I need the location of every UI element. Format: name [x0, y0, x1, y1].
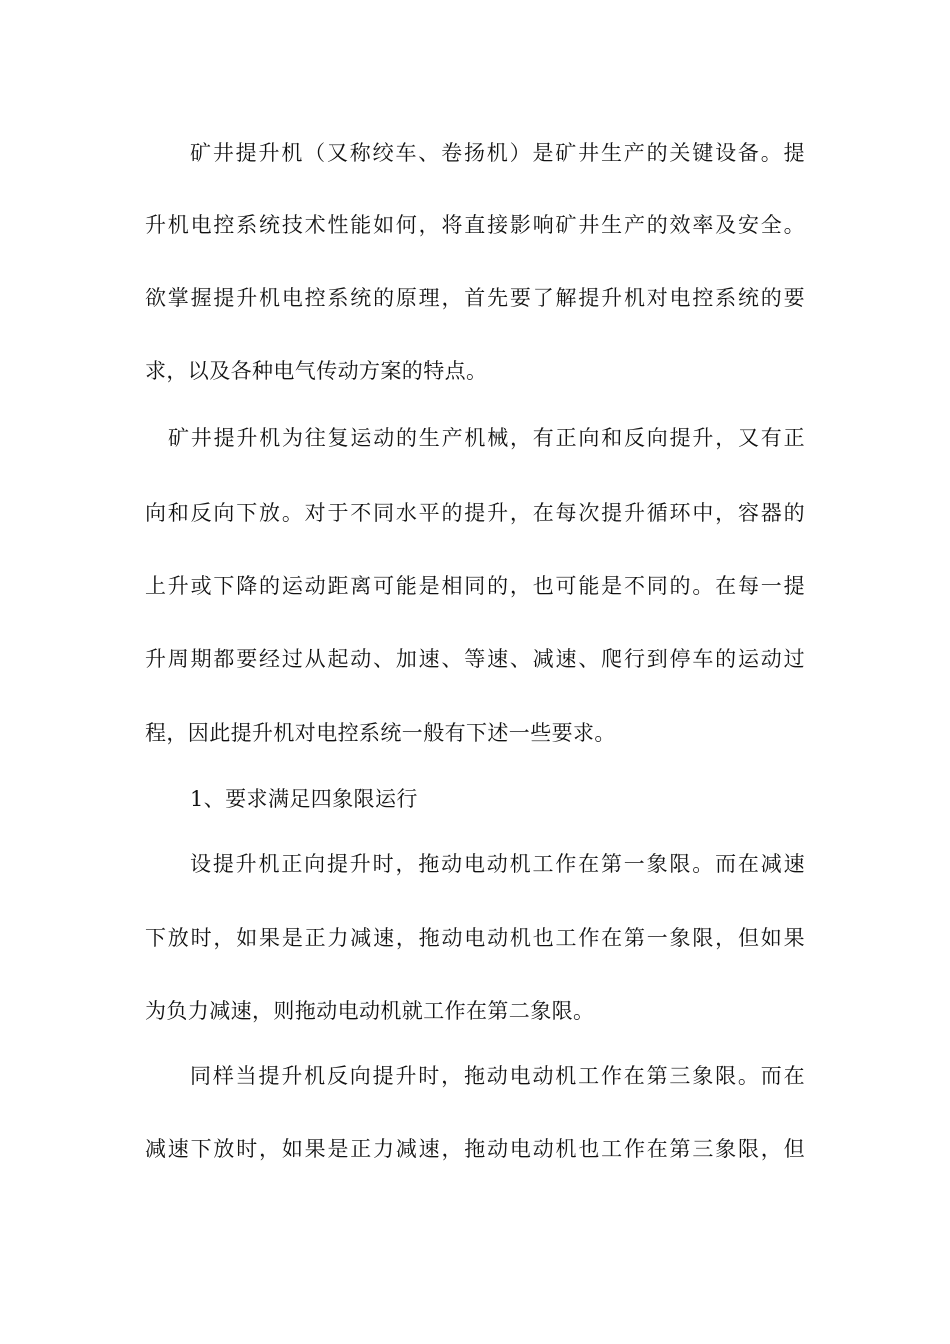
- paragraph-2-line-2: 向和反向下放。对于不同水平的提升，在每次提升循环中，容器的: [145, 501, 805, 525]
- paragraph-3-line-1: 设提升机正向提升时，拖动电动机工作在第一象限。而在减速: [190, 852, 805, 876]
- paragraph-1-line-2: 升机电控系统技术性能如何，将直接影响矿井生产的效率及安全。: [145, 213, 805, 237]
- paragraph-4-line-2: 减速下放时，如果是正力减速，拖动电动机也工作在第三象限，但: [145, 1137, 805, 1161]
- paragraph-2-line-5: 程，因此提升机对电控系统一般有下述一些要求。: [145, 721, 616, 745]
- paragraph-4-line-1: 同样当提升机反向提升时，拖动电动机工作在第三象限。而在: [190, 1064, 805, 1088]
- section-heading-1: 1、要求满足四象限运行: [190, 787, 418, 811]
- paragraph-2-line-3: 上升或下降的运动距离可能是相同的，也可能是不同的。在每一提: [145, 574, 805, 598]
- paragraph-3-line-2: 下放时，如果是正力减速，拖动电动机也工作在第一象限，但如果: [145, 926, 805, 950]
- paragraph-3-line-3: 为负力减速，则拖动电动机就工作在第二象限。: [145, 999, 595, 1023]
- paragraph-1-line-4: 求，以及各种电气传动方案的特点。: [145, 359, 488, 383]
- paragraph-2-line-1: 矿井提升机为往复运动的生产机械，有正向和反向提升，又有正: [168, 426, 805, 450]
- paragraph-2-line-4: 升周期都要经过从起动、加速、等速、减速、爬行到停车的运动过: [145, 647, 805, 671]
- paragraph-1-line-1: 矿井提升机（又称绞车、卷扬机）是矿井生产的关键设备。提: [190, 141, 805, 165]
- paragraph-1-line-3: 欲掌握提升机电控系统的原理，首先要了解提升机对电控系统的要: [145, 286, 805, 310]
